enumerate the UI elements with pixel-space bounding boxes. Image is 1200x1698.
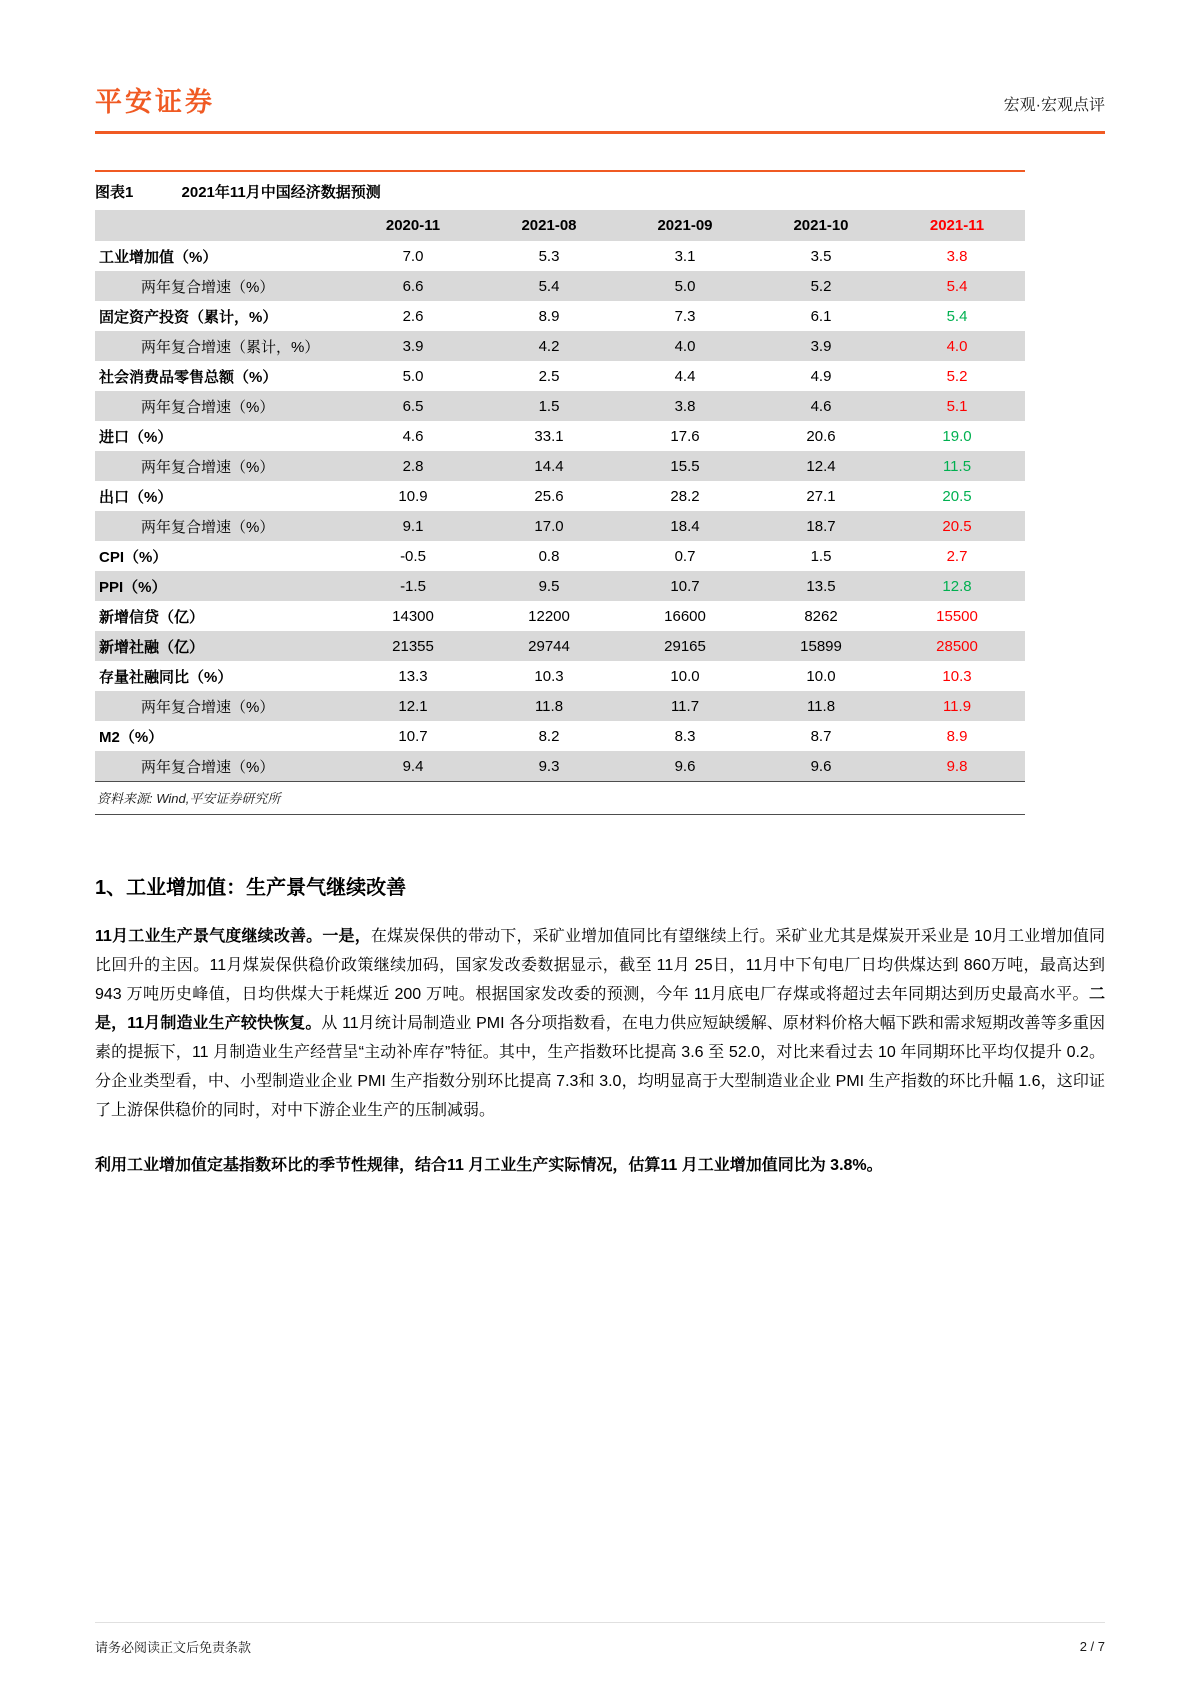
value-cell: 12.4 (806, 457, 836, 475)
value-cell: 29744 (528, 637, 570, 655)
forecast-value: 19.0 (942, 427, 972, 445)
value-cell: 4.6 (402, 427, 424, 445)
text-segment: 在煤炭保供的带动下，采矿业增加值同比有望继续上行。采矿业尤其是煤炭开采业是 10月工业增加值同比回升的主因。11月煤炭保供稳价政策继续加码，国家发改委数据显示，截至 11月 25日，11月中下旬电厂日均供煤达到 860万吨，最高达到 943 万吨历史峰值，日均供煤大于耗煤近 200 万吨。根据国家发改委的预测，今年 11月底电厂存煤或将超过去年同期达到历史最高水平。 (95, 928, 1105, 1003)
table-row (95, 631, 1025, 661)
value-cell: 3.1 (674, 247, 696, 265)
value-cell: 5.0 (674, 277, 696, 295)
forecast-value: 11.9 (942, 697, 972, 715)
forecast-value: 12.8 (942, 577, 972, 595)
table-row (95, 691, 1025, 721)
forecast-value: 20.5 (942, 487, 972, 505)
column-header: 2021-08 (481, 210, 617, 241)
forecast-value: 5.1 (946, 397, 968, 415)
column-header: 2021-11 (889, 210, 1025, 241)
forecast-value: 11.5 (942, 457, 972, 475)
row-label: 两年复合增速（%） (141, 458, 275, 476)
forecast-value: 20.5 (942, 517, 972, 535)
forecast-value: 2.7 (946, 547, 968, 565)
value-cell: 4.9 (810, 367, 832, 385)
figure-caption (95, 172, 1025, 210)
value-cell: 9.6 (674, 757, 696, 775)
value-cell: 2.8 (402, 457, 424, 475)
value-cell: 17.6 (670, 427, 700, 445)
value-cell: 11.8 (534, 697, 564, 715)
value-cell: 27.1 (806, 487, 836, 505)
value-cell: 4.6 (810, 397, 832, 415)
value-cell: 9.3 (538, 757, 560, 775)
value-cell: 17.0 (534, 517, 564, 535)
value-cell: 3.5 (810, 247, 832, 265)
value-cell: 4.0 (674, 337, 696, 355)
value-cell: 15899 (800, 637, 842, 655)
forecast-value: 28500 (936, 637, 978, 655)
value-cell: 10.7 (398, 727, 428, 745)
row-label: 两年复合增速（%） (141, 698, 275, 716)
table-body (95, 241, 1025, 781)
value-cell: 9.6 (810, 757, 832, 775)
value-cell: 9.1 (402, 517, 424, 535)
table-row (95, 391, 1025, 421)
value-cell: 6.6 (402, 277, 424, 295)
value-cell: 1.5 (538, 397, 560, 415)
table-row (95, 571, 1025, 601)
value-cell: 8.7 (810, 727, 832, 745)
column-header: 2021-10 (753, 210, 889, 241)
row-label: 两年复合增速（累计，%） (141, 338, 320, 356)
table-head-row (95, 210, 1025, 241)
value-cell: 20.6 (806, 427, 836, 445)
row-label: 固定资产投资（累计，%） (99, 308, 278, 326)
figure-block (95, 170, 1025, 815)
forecast-value: 3.8 (946, 247, 968, 265)
source-text: 资料来源: Wind,平安证券研究所 (95, 782, 1025, 815)
table-row (95, 241, 1025, 271)
value-cell: 18.4 (670, 517, 700, 535)
value-cell: 0.8 (538, 547, 560, 565)
table-row (95, 721, 1025, 751)
value-cell: 6.5 (402, 397, 424, 415)
text-segment: 从 11月统计局制造业 PMI 各分项指数看，在电力供应短缺缓解、原材料价格大幅下跌和需求短期改善等多重因素的提振下，11 月制造业生产经营呈“主动补库存”特征。其中，生产指数环比提高 3.6 至 52.0，对比来看过去 10 年同期环比平均仅提升 0.2。分企业类型看，中、小型制造业企业 PMI 生产指数分别环比提高 7.3和 3.0，均明显高于大型制造业企业 PMI 生产指数的环比升幅 1.6，这印证了上游保供稳价的同时，对中下游企业生产的压制减弱。 (95, 1015, 1105, 1119)
row-label: 进口（%） (99, 428, 173, 446)
row-label: M2（%） (99, 728, 164, 746)
value-cell: 13.3 (398, 667, 428, 685)
column-header: 2020-11 (345, 210, 481, 241)
row-label: 工业增加值（%） (99, 248, 218, 266)
row-label: 出口（%） (99, 488, 173, 506)
row-label: 存量社融同比（%） (99, 668, 233, 686)
value-cell: 10.0 (806, 667, 836, 685)
value-cell: 29165 (664, 637, 706, 655)
value-cell: 3.9 (402, 337, 424, 355)
row-label: PPI（%） (99, 578, 167, 596)
figure-title: 2021年11月中国经济数据预测 (181, 184, 381, 201)
value-cell: -0.5 (400, 547, 426, 565)
value-cell: 8262 (804, 607, 838, 625)
value-cell: 15.5 (670, 457, 700, 475)
column-header: 2021-09 (617, 210, 753, 241)
forecast-value: 8.9 (946, 727, 968, 745)
value-cell: 5.3 (538, 247, 560, 265)
table-row (95, 511, 1025, 541)
forecast-value: 4.0 (946, 337, 968, 355)
forecast-value: 15500 (936, 607, 978, 625)
value-cell: 33.1 (534, 427, 564, 445)
document-footer (95, 1622, 1105, 1656)
value-cell: 1.5 (810, 547, 832, 565)
table-row (95, 421, 1025, 451)
row-label: 两年复合增速（%） (141, 518, 275, 536)
row-label: 两年复合增速（%） (141, 398, 275, 416)
value-cell: 4.4 (674, 367, 696, 385)
value-cell: 3.9 (810, 337, 832, 355)
table-row (95, 751, 1025, 781)
document-header (0, 0, 1200, 131)
row-label: 两年复合增速（%） (141, 278, 275, 296)
table-row (95, 661, 1025, 691)
table-row (95, 601, 1025, 631)
value-cell: 10.3 (534, 667, 564, 685)
value-cell: 8.2 (538, 727, 560, 745)
value-cell: 10.7 (670, 577, 700, 595)
value-cell: 14.4 (534, 457, 564, 475)
value-cell: -1.5 (400, 577, 426, 595)
page-number: 2 / 7 (1079, 1639, 1105, 1654)
economic-data-table (95, 210, 1025, 781)
report-category: 宏观·宏观点评 (1003, 97, 1105, 114)
row-label: 新增信贷（亿） (99, 608, 205, 626)
value-cell: 14300 (392, 607, 434, 625)
value-cell: 25.6 (534, 487, 564, 505)
value-cell: 7.3 (674, 307, 696, 325)
table-row (95, 301, 1025, 331)
value-cell: 5.0 (402, 367, 424, 385)
value-cell: 11.7 (670, 697, 700, 715)
value-cell: 9.5 (538, 577, 560, 595)
forecast-value: 5.2 (946, 367, 968, 385)
value-cell: 11.8 (806, 697, 836, 715)
row-label: 社会消费品零售总额（%） (99, 368, 278, 386)
value-cell: 12.1 (398, 697, 428, 715)
value-cell: 5.4 (538, 277, 560, 295)
row-label: 两年复合增速（%） (141, 758, 275, 776)
paragraph-forecast-conclusion: 利用工业增加值定基指数环比的季节性规律，结合11 月工业生产实际情况，估算11 月工业增加值同比为 3.8%。 (95, 1157, 883, 1174)
value-cell: 9.4 (402, 757, 424, 775)
value-cell: 21355 (392, 637, 434, 655)
value-cell: 18.7 (806, 517, 836, 535)
value-cell: 8.9 (538, 307, 560, 325)
table-row (95, 481, 1025, 511)
text-segment: 二是，11月制造业生产较快恢复。 (95, 986, 1105, 1032)
brand-logo: 平安证券 (95, 87, 215, 117)
text-segment: 11月工业生产景气度继续改善。一是， (95, 928, 371, 945)
forecast-value: 5.4 (946, 307, 968, 325)
forecast-value: 5.4 (946, 277, 968, 295)
table-row (95, 541, 1025, 571)
value-cell: 7.0 (402, 247, 424, 265)
table-row (95, 331, 1025, 361)
table-row (95, 271, 1025, 301)
value-cell: 4.2 (538, 337, 560, 355)
value-cell: 5.2 (810, 277, 832, 295)
value-cell: 3.8 (674, 397, 696, 415)
section-heading: 1、工业增加值：生产景气继续改善 (95, 877, 407, 899)
value-cell: 13.5 (806, 577, 836, 595)
value-cell: 16600 (664, 607, 706, 625)
value-cell: 2.5 (538, 367, 560, 385)
body-content (95, 871, 1105, 1180)
forecast-value: 10.3 (942, 667, 972, 685)
value-cell: 28.2 (670, 487, 700, 505)
value-cell: 0.7 (674, 547, 696, 565)
value-cell: 2.6 (402, 307, 424, 325)
table-row (95, 361, 1025, 391)
value-cell: 12200 (528, 607, 570, 625)
forecast-value: 9.8 (946, 757, 968, 775)
value-cell: 10.9 (398, 487, 428, 505)
table-row (95, 451, 1025, 481)
row-label: 新增社融（亿） (99, 638, 205, 656)
row-label: CPI（%） (99, 548, 168, 566)
column-header-empty (95, 210, 345, 241)
header-divider (95, 131, 1105, 134)
value-cell: 6.1 (810, 307, 832, 325)
paragraph-industrial-production (95, 922, 1105, 1125)
value-cell: 10.0 (670, 667, 700, 685)
footer-disclaimer: 请务必阅读正文后免责条款 (95, 1640, 252, 1655)
figure-label: 图表1 (95, 184, 134, 201)
value-cell: 8.3 (674, 727, 696, 745)
